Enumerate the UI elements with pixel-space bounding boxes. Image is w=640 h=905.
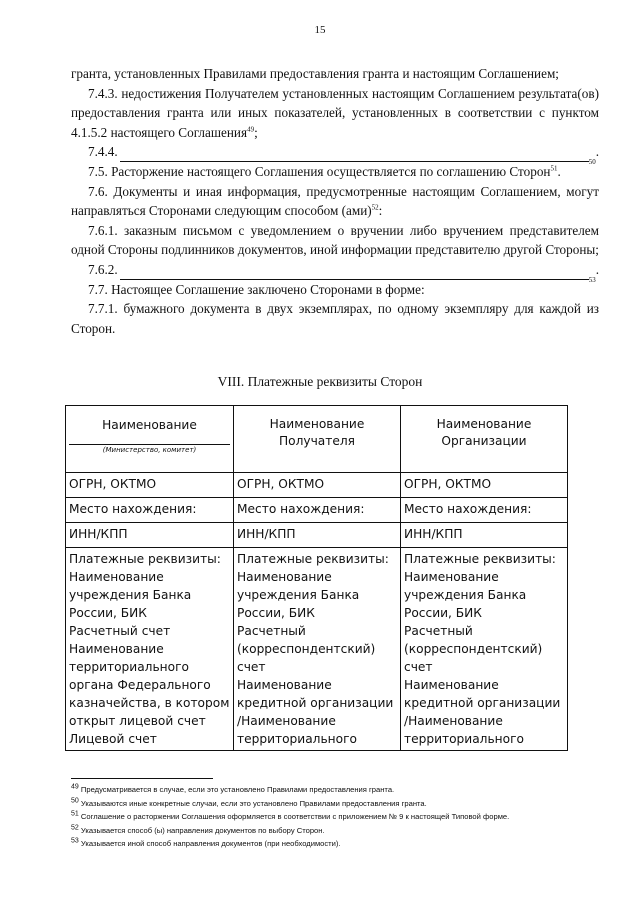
paragraph-7-6: 7.6. Документы и иная информация, предусмотренные настоящим Соглашением, могут направляться Сторонами следующим способом (ами)$^{52}$: — [71, 183, 599, 219]
table-cell: ИНН/КПП — [66, 523, 234, 548]
table-header-row — [66, 406, 568, 473]
payment-cell-organization: Платежные реквизиты: Наименование учреждения Банка России, БИК Расчетный (корреспондентский) счет Наименование кредитной организации /Наименование территориального — [401, 548, 568, 751]
table-row-payment — [66, 548, 568, 751]
footnote-ref-52: 52 — [371, 203, 379, 212]
paragraph-7-4-3: 7.4.3. недостижения Получателем установленных настоящим Соглашением результата(ов) предоставления гранта или иных показателей, установленных в соответствии с пунктом 4.1.5.2 настоящего Соглашения$^{49}$; — [71, 85, 599, 140]
table-cell: ОГРН, ОКТМО — [401, 473, 568, 498]
footnote-ref-51: 51 — [550, 164, 558, 173]
paragraph-7-5: 7.5. Расторжение настоящего Соглашения осуществляется по соглашению Сторон$^{51}$. — [88, 163, 561, 179]
footnote-ref-49: 49 — [247, 125, 255, 134]
paragraph-7-6-2: 7.6.2. 53 . — [88, 261, 599, 284]
header-ministry-subcaption: (Министерство, комитет) — [69, 444, 230, 455]
table-cell: Место нахождения: — [401, 498, 568, 523]
footnotes — [71, 783, 611, 851]
payment-cell-recipient: Платежные реквизиты: Наименование учреждения Банка России, БИК Расчетный (корреспондентский) счет Наименование кредитной организации /Наименование территориального — [234, 548, 401, 751]
footnote-divider — [71, 778, 213, 779]
table-cell: ОГРН, ОКТМО — [66, 473, 234, 498]
footnote: $^{52}$ Указывается способ (ы) направления документов по выбору Сторон. — [71, 824, 325, 835]
table-row — [66, 473, 568, 498]
paragraph-7-7: 7.7. Настоящее Соглашение заключено Сторонами в форме: — [88, 281, 425, 297]
agreement-body — [71, 64, 599, 338]
table-cell: Место нахождения: — [234, 498, 401, 523]
header-ministry: Наименование (Министерство, комитет) — [66, 406, 234, 473]
paragraph-7-6-1: 7.6.1. заказным письмом с уведомлением о вручении либо вручением представителем одной Стороны подлинников документов, иной информации представителю другой Стороны; — [71, 222, 599, 258]
header-recipient: Наименование Получателя — [234, 406, 401, 473]
footnote: $^{50}$ Указываются иные конкретные случаи, если это установлено Правилами предоставления гранта. — [71, 797, 427, 808]
paragraph-7-7-1: 7.7.1. бумажного документа в двух экземплярах, по одному экземпляру для каждой из Сторон. — [71, 301, 599, 336]
blank-fill-line — [120, 148, 589, 162]
paragraph-grant-rules: гранта, установленных Правилами предоставления гранта и настоящим Соглашением; — [71, 66, 559, 81]
footnote: $^{51}$ Соглашение о расторжении Соглашения оформляется в соответствии с приложением № 9 к настоящей Типовой форме. — [71, 810, 510, 822]
section-title: VIII. Платежные реквизиты Сторон — [217, 374, 423, 389]
footnote: $^{49}$ Предусматривается в случае, если это установлено Правилами предоставления гранта. — [71, 783, 395, 794]
payment-cell-ministry: Платежные реквизиты: Наименование учреждения Банка России, БИК Расчетный счет Наименование территориального органа Федерального казначейства, в котором открыт лицевой счет Лицевой счет — [66, 548, 234, 751]
footnote: $^{53}$ Указывается иной способ направления документов (при необходимости). — [71, 837, 341, 849]
page-number: 15 — [314, 24, 326, 36]
table-cell: ИНН/КПП — [234, 523, 401, 548]
paragraph-7-4-4: 7.4.4. 50 . — [88, 144, 599, 166]
header-organization: Наименование Организации — [401, 406, 568, 473]
table-cell: ОГРН, ОКТМО — [234, 473, 401, 498]
payment-details-table — [65, 405, 568, 751]
table-row — [66, 498, 568, 523]
table-cell: ИНН/КПП — [401, 523, 568, 548]
table-cell: Место нахождения: — [66, 498, 234, 523]
blank-fill-line — [120, 266, 589, 280]
table-row — [66, 523, 568, 548]
